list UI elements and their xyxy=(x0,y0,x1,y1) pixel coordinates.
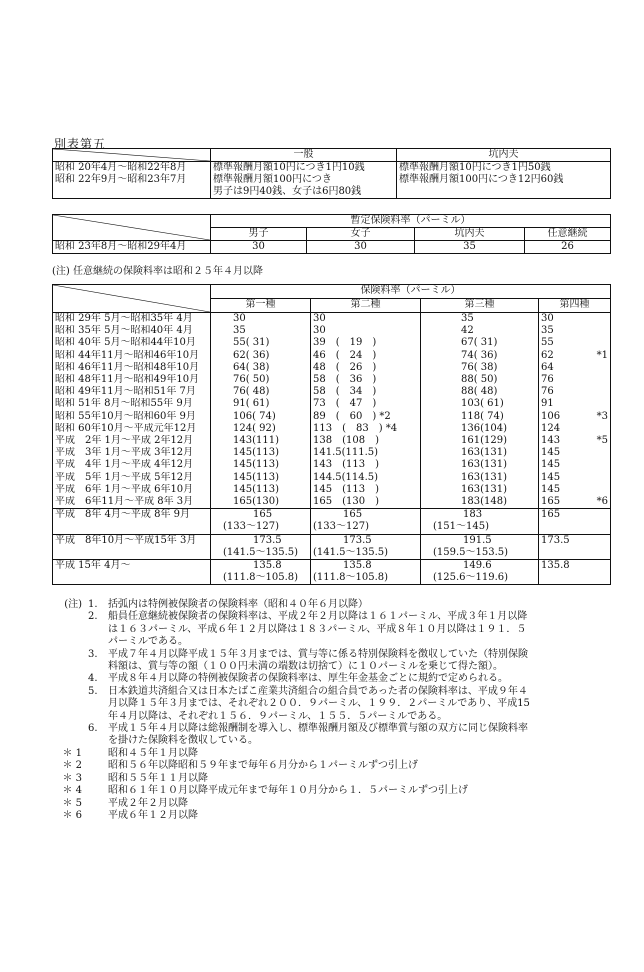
class-2-cell: 165 (130 ) xyxy=(311,496,421,509)
note-item xyxy=(52,723,622,748)
period-cell: 平成 2年 1月～平成 2年12月 xyxy=(53,435,211,447)
class-3-cell: 35 xyxy=(421,313,539,326)
class-4-cell xyxy=(539,459,611,471)
class-4-cell: 173.5 xyxy=(539,534,611,559)
note-number xyxy=(88,810,108,822)
class-3-cell xyxy=(421,509,539,534)
note-number: 4. xyxy=(88,673,98,685)
class-1-cell: 35 xyxy=(211,325,311,337)
value-cell: 30 xyxy=(211,241,307,254)
value-cell: 26 xyxy=(525,241,611,254)
class-3-cell: 88( 48) xyxy=(421,386,539,398)
header-mine: 坑内夫 xyxy=(397,149,611,162)
class-4-cell xyxy=(539,325,611,337)
class-4-cell xyxy=(539,484,611,496)
class-3-cell: 163(131) xyxy=(421,447,539,459)
table-row xyxy=(53,241,611,254)
class-1-cell: 145(113) xyxy=(211,472,311,484)
class-3-cell: 42 xyxy=(421,325,539,337)
class-2-cell: 46 ( 24 ) xyxy=(311,350,421,362)
footnote-marker: *6 xyxy=(596,496,608,508)
special-rate-range: (111.8～105.8) xyxy=(223,572,299,584)
note-label xyxy=(52,686,88,723)
table-row xyxy=(53,374,611,386)
note-label: ＊ 4 xyxy=(62,785,82,797)
class-1-cell: 145(113) xyxy=(211,484,311,496)
note-label: ＊ 2 xyxy=(62,760,82,772)
special-rate-range: (125.6～119.6) xyxy=(433,572,509,584)
table-row xyxy=(53,362,611,374)
class-1-cell: 91( 61) xyxy=(211,398,311,410)
class-2-cell xyxy=(311,509,421,534)
note-item xyxy=(52,673,622,685)
header-general: 一般 xyxy=(211,149,397,162)
class-4-cell xyxy=(539,350,611,362)
header-class-3: 第三種 xyxy=(421,299,539,313)
table-row xyxy=(53,472,611,484)
rate-value: 135.8 xyxy=(343,560,372,572)
rate-value: 183 xyxy=(463,509,483,521)
class-4-value: 145 xyxy=(541,483,561,495)
table-row xyxy=(53,386,611,398)
class-4-value: 62 xyxy=(541,349,554,361)
class-2-cell xyxy=(311,560,421,585)
class-1-cell xyxy=(211,534,311,559)
page-title: 別表第五 xyxy=(54,137,107,151)
special-rate-range: (151～145) xyxy=(433,521,489,533)
note-text: 昭和４５年１月以降 xyxy=(108,747,198,759)
header-voluntary: 任意継続 xyxy=(525,228,611,241)
note-text: 平成６年１２月以降 xyxy=(108,809,198,821)
footnote-marker: *1 xyxy=(596,349,608,361)
class-2-cell: 58 ( 34 ) xyxy=(311,386,421,398)
note-item xyxy=(52,748,622,760)
class-2-cell: 138 (108 ) xyxy=(311,435,421,447)
class-4-value: 64 xyxy=(541,361,554,373)
class-4-value: 91 xyxy=(541,398,554,410)
table-row xyxy=(53,459,611,471)
table-early-rates xyxy=(52,148,611,199)
group-header: 暫定保険料率（パーミル） xyxy=(211,215,611,228)
class-2-cell: 143 (113 ) xyxy=(311,459,421,471)
header-female: 女子 xyxy=(307,228,415,241)
class-3-cell: 67( 31) xyxy=(421,337,539,349)
period-cell: 昭和 51年 8月～昭和55年 9月 xyxy=(53,398,211,410)
class-4-value: 76 xyxy=(541,386,554,398)
class-2-cell: 39 ( 19 ) xyxy=(311,337,421,349)
class-3-cell: 163(131) xyxy=(421,484,539,496)
class-2-cell: 113 ( 83 ) *4 xyxy=(311,423,421,435)
class-4-cell xyxy=(539,337,611,349)
note-number xyxy=(88,785,108,797)
note-number: 3. xyxy=(88,648,98,660)
table-row xyxy=(53,313,611,326)
note-text: 昭和５６年以降昭和５９年まで毎年６月分から１パーミルずつ引上げ xyxy=(108,760,418,772)
table-row xyxy=(53,509,611,534)
note-text: 平成８年４月以降の特例被保険者の保険料率は、厚生年金基金ごとに規約で定められる。 xyxy=(108,673,508,685)
note-item xyxy=(52,686,622,723)
table-body xyxy=(53,313,611,585)
general-cell xyxy=(211,162,397,199)
table-row xyxy=(53,325,611,337)
class-4-value: 106 xyxy=(541,410,561,422)
note-label xyxy=(52,673,88,685)
class-4-cell xyxy=(539,496,611,509)
note-label: ＊ 5 xyxy=(62,797,82,809)
class-4-value: 124 xyxy=(541,422,561,434)
special-rate-range: (133～127) xyxy=(313,521,369,533)
diagonal-header-cell xyxy=(53,149,211,162)
class-1-cell xyxy=(211,560,311,585)
class-2-cell: 89 ( 60 ) *2 xyxy=(311,411,421,423)
period-cell: 平成 8年 4月～平成 8年 9月 xyxy=(53,509,211,534)
note-text: 船員任意継続被保険者の保険料率は、平成２年２月以降は１６１パーミル、平成３年１月以降 は１６３パーミル、平成６年１２月以降は１８３パーミル、平成８年１０月以降は１９１．５ パーミルである。 xyxy=(108,611,528,648)
period-cell: 昭和 40年 5月～昭和44年10月 xyxy=(53,337,211,349)
header-class-4: 第四種 xyxy=(539,299,611,313)
mine-rate: 標準報酬月額100円につき12円60銭 xyxy=(399,174,564,185)
special-rate-range: (159.5～153.5) xyxy=(433,546,509,558)
class-4-cell: 135.8 xyxy=(539,560,611,585)
period-cell: 昭和 22年9月～昭和23年7月 xyxy=(55,174,187,185)
class-4-value: 30 xyxy=(541,313,554,324)
class-3-cell xyxy=(421,560,539,585)
header-male: 男子 xyxy=(211,228,307,241)
class-4-cell xyxy=(539,411,611,423)
general-rate: 標準報酬月額100円につき xyxy=(213,174,332,185)
note-number: 1. xyxy=(88,599,98,610)
class-4-cell xyxy=(539,423,611,435)
value-cell: 30 xyxy=(307,241,415,254)
period-cell: 平成 4年 1月～平成 4年12月 xyxy=(53,459,211,471)
class-1-cell: 55( 31) xyxy=(211,337,311,349)
rate-value: 165 xyxy=(343,509,363,521)
note-item xyxy=(52,760,622,772)
period-cell: 昭和 55年10月～昭和60年 9月 xyxy=(53,411,211,423)
mine-rate: 標準報酬月額10円につき1円50銭 xyxy=(399,162,551,173)
diagonal-header-cell xyxy=(53,285,211,313)
table-provisional-rates xyxy=(52,214,611,254)
period-cell: 昭和 35年 5月～昭和40年 4月 xyxy=(53,325,211,337)
class-1-cell: 30 xyxy=(211,313,311,326)
class-4-cell xyxy=(539,313,611,326)
table-row xyxy=(53,411,611,423)
diagonal-header-cell xyxy=(53,215,211,241)
class-4-value: 143 xyxy=(541,435,561,447)
note-item xyxy=(52,611,622,648)
class-4-value: 35 xyxy=(541,325,554,337)
class-1-cell: 165(130) xyxy=(211,496,311,509)
header-mine: 坑内夫 xyxy=(415,228,525,241)
period-cell: 昭和 49年11月～昭和51年 7月 xyxy=(53,386,211,398)
table-row xyxy=(53,162,211,199)
mine-cell xyxy=(397,162,611,199)
group-header: 保険料率（パーミル） xyxy=(211,285,611,299)
note-label xyxy=(52,611,88,648)
period-cell: 平成 5年 1月～平成 5年12月 xyxy=(53,472,211,484)
class-2-cell: 141.5(111.5) xyxy=(311,447,421,459)
special-rate-range: (111.8～105.8) xyxy=(313,572,389,584)
class-3-cell: 163(131) xyxy=(421,472,539,484)
table-row xyxy=(53,534,611,559)
class-1-cell: 143(111) xyxy=(211,435,311,447)
period-cell: 平成 6年11月～平成 8年 3月 xyxy=(53,496,211,509)
class-3-cell: 161(129) xyxy=(421,435,539,447)
note-item xyxy=(52,773,622,785)
class-1-cell: 124( 92) xyxy=(211,423,311,435)
rate-value: 173.5 xyxy=(253,534,282,546)
table-row xyxy=(53,496,611,509)
value-cell: 35 xyxy=(415,241,525,254)
class-2-cell: 48 ( 26 ) xyxy=(311,362,421,374)
note-text: 平成１５年４月以降は総報酬制を導入し、標準報酬月額及び標準賞与額の双方に同じ保険料率 を掛けた保険料を徴収している。 xyxy=(108,723,528,747)
class-4-value: 55 xyxy=(541,337,554,349)
period-cell: 平成 8年10月～平成15年 3月 xyxy=(53,534,211,559)
class-3-cell: 163(131) xyxy=(421,459,539,471)
class-3-cell: 103( 61) xyxy=(421,398,539,410)
class-2-cell: 30 xyxy=(311,313,421,326)
header-class-2: 第二種 xyxy=(311,299,421,313)
class-3-cell: 136(104) xyxy=(421,423,539,435)
table-row xyxy=(53,398,611,410)
class-4-cell xyxy=(539,435,611,447)
note-number xyxy=(88,798,108,810)
class-4-cell xyxy=(539,398,611,410)
class-4-value: 145 xyxy=(541,447,561,459)
class-2-cell: 73 ( 47 ) xyxy=(311,398,421,410)
table2-note: (注) 任意継続の保険料率は昭和２５年４月以降 xyxy=(52,266,263,277)
class-2-cell: 145 (113 ) xyxy=(311,484,421,496)
general-rate: 男子は9円40銭、女子は6円80銭 xyxy=(213,186,362,197)
footnote-marker: *3 xyxy=(596,410,608,422)
class-1-cell: 64( 38) xyxy=(211,362,311,374)
note-text: 日本鉄道共済組合又は日本たばこ産業共済組合の組合員であった者の保険料率は、平成９年４ 月以降１５年３月までは、それぞれ２００．９パーミル、１９９．２パーミルであり、平成15 年４月以降は、それぞれ１５６．９パーミル、１５５．５パーミルである。 xyxy=(108,685,530,722)
rate-value: 149.6 xyxy=(463,560,492,572)
note-item xyxy=(52,798,622,810)
note-item xyxy=(52,810,622,822)
note-number: 2. xyxy=(88,611,98,623)
note-label: (注) xyxy=(64,599,82,610)
note-label: ＊ 3 xyxy=(62,772,82,784)
note-text: 括弧内は特例被保険者の保険料率（昭和４０年６月以降） xyxy=(108,599,368,610)
note-text: 昭和６１年１０月以降平成元年まで毎年１０月分から１．５パーミルずつ引上げ xyxy=(108,785,468,797)
footnote-marker: *5 xyxy=(596,435,608,447)
rate-value: 165 xyxy=(253,509,273,521)
class-2-cell xyxy=(311,534,421,559)
table-row xyxy=(53,484,611,496)
note-label xyxy=(52,723,88,748)
special-rate-range: (141.5～135.5) xyxy=(223,546,299,558)
class-4-cell xyxy=(539,374,611,386)
period-cell: 昭和 20年4月～昭和22年8月 xyxy=(55,162,187,173)
note-label: ＊ 1 xyxy=(62,747,82,759)
table-row xyxy=(53,447,611,459)
class-3-cell: 88( 50) xyxy=(421,374,539,386)
period-cell: 昭和 29年 5月～昭和35年 4月 xyxy=(53,313,211,326)
period-cell: 平成 3年 1月～平成 3年12月 xyxy=(53,447,211,459)
note-label: ＊ 6 xyxy=(62,809,82,821)
period-cell: 平成 6年 1月～平成 6年10月 xyxy=(53,484,211,496)
note-item xyxy=(52,599,622,611)
class-2-cell: 58 ( 36 ) xyxy=(311,374,421,386)
class-1-cell: 145(113) xyxy=(211,447,311,459)
note-item xyxy=(52,649,622,674)
period-cell: 平成 15年 4月～ xyxy=(53,560,211,585)
note-text: 昭和５５年１１月以降 xyxy=(108,772,208,784)
table-row xyxy=(53,350,611,362)
table-row xyxy=(53,560,611,585)
class-1-cell: 76( 48) xyxy=(211,386,311,398)
special-rate-range: (141.5～135.5) xyxy=(313,546,389,558)
class-1-cell: 76( 50) xyxy=(211,374,311,386)
note-number: 6. xyxy=(88,723,98,735)
note-text: 平成２年２月以降 xyxy=(108,797,188,809)
note-label xyxy=(52,649,88,674)
class-4-value: 145 xyxy=(541,471,561,483)
class-4-cell xyxy=(539,362,611,374)
note-number xyxy=(88,773,108,785)
period-cell: 昭和 23年8月～昭和29年4月 xyxy=(53,241,211,254)
period-cell: 昭和 60年10月～平成元年12月 xyxy=(53,423,211,435)
class-4-value: 165 xyxy=(541,496,561,508)
table-row xyxy=(53,337,611,349)
table-row xyxy=(53,423,611,435)
note-number: 5. xyxy=(88,685,98,697)
class-1-cell: 62( 36) xyxy=(211,350,311,362)
table-row xyxy=(53,435,611,447)
class-3-cell: 76( 38) xyxy=(421,362,539,374)
period-cell: 昭和 44年11月～昭和46年10月 xyxy=(53,350,211,362)
class-1-cell xyxy=(211,509,311,534)
class-4-cell xyxy=(539,447,611,459)
class-4-value: 76 xyxy=(541,374,554,386)
special-rate-range: (133～127) xyxy=(223,521,279,533)
class-2-cell: 144.5(114.5) xyxy=(311,472,421,484)
class-1-cell: 106( 74) xyxy=(211,411,311,423)
class-2-cell: 30 xyxy=(311,325,421,337)
class-3-cell: 74( 36) xyxy=(421,350,539,362)
notes-section xyxy=(52,599,622,822)
rate-value: 191.5 xyxy=(463,534,492,546)
general-rate: 標準報酬月額10円につき1円10銭 xyxy=(213,162,365,173)
period-cell: 昭和 46年11月～昭和48年10月 xyxy=(53,362,211,374)
class-1-cell: 145(113) xyxy=(211,459,311,471)
class-3-cell: 118( 74) xyxy=(421,411,539,423)
note-item xyxy=(52,785,622,797)
class-3-cell: 183(148) xyxy=(421,496,539,509)
header-class-1: 第一種 xyxy=(211,299,311,313)
class-4-cell: 165 xyxy=(539,509,611,534)
class-4-cell xyxy=(539,386,611,398)
rate-value: 135.8 xyxy=(253,560,282,572)
rate-value: 173.5 xyxy=(343,534,372,546)
class-4-cell xyxy=(539,472,611,484)
period-cell: 昭和 48年11月～昭和49年10月 xyxy=(53,374,211,386)
class-3-cell xyxy=(421,534,539,559)
class-4-value: 145 xyxy=(541,459,561,471)
note-number xyxy=(88,748,108,760)
table-insurance-rates xyxy=(52,284,611,585)
note-text: 平成７年４月以降平成１５年３月までは、賞与等に係る特別保険料を徴収していた（特別保険 料額は、賞与等の額（１００円未満の端数は切捨て）に１０パーミルを乗じて得た額）。 xyxy=(108,648,528,673)
note-number xyxy=(88,760,108,772)
